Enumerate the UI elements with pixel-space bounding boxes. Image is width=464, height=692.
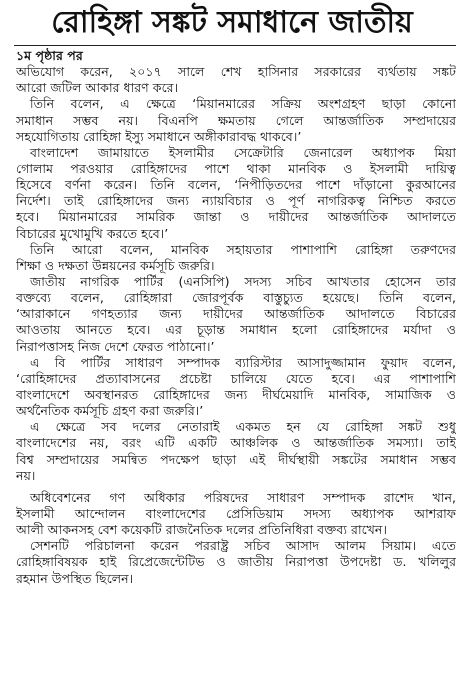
text-line: অধিবেশনের গণ অধিকার পরিষদের সাধারণ সম্পাদক রাশেদ খান, bbox=[30, 489, 456, 505]
text-line: শিক্ষা ও দক্ষতা উন্নয়নের কর্মসূচি জরুরি। bbox=[16, 257, 215, 273]
text-line: বাংলাদেশে অবস্থানরত রোহিঙ্গাদের জন্য দীর্ঘমেয়াদি মানবিক, সামাজিক ও bbox=[16, 386, 456, 402]
text-line: হবে। মিয়ানমারের সামরিক জান্তা ও দায়ীদের আন্তর্জাতিক আদালতে bbox=[16, 209, 456, 225]
text-line: সমাধান সম্ভব নয়। বিএনপি ক্ষমতায় গেলে আন্তর্জাতিক সম্প্রদায়ের bbox=[16, 112, 456, 128]
text-line: তিনি বলেন, এ ক্ষেত্রে ‘মিয়ানমারের সক্রিয় অংশগ্রহণ ছাড়া কোনো bbox=[30, 96, 456, 112]
text-line: রহমান উপস্থিত ছিলেন। bbox=[16, 570, 134, 586]
text-line: সহযোগিতায় রোহিঙ্গা ইস্যু সমাধানে অঙ্গীকারাবদ্ধ থাকবে।’ bbox=[16, 128, 302, 144]
text-line: আরো জটিল আকার ধারণ করে। bbox=[16, 80, 179, 96]
headline-rule bbox=[14, 45, 456, 46]
headline: রোহিঙ্গা সঙ্কট সমাধানে জাতীয় bbox=[51, 5, 413, 40]
continued-label: ১ম পৃষ্ঠার পর bbox=[16, 48, 83, 63]
text-line: নিরাপত্তাসহ নিজ দেশে ফেরত পাঠানো।’ bbox=[16, 338, 215, 354]
text-line: রোহিঙ্গাবিষয়ক হাই রিপ্রেজেন্টেটিভ ও জাতীয় নিরাপত্তা উপদেষ্টা ড. খলিলুর bbox=[16, 554, 456, 570]
article-body bbox=[16, 48, 456, 587]
text-line: ‘রোহিঙ্গাদের প্রত্যাবাসনের প্রচেষ্টা চালিয়ে যেতে হবে। এর পাশাপাশি bbox=[16, 370, 456, 386]
text-line: আওতায় আনতে হবে। এর চূড়ান্ত সমাধান হলো রোহিঙ্গাদের মর্যাদা ও bbox=[16, 322, 456, 338]
text-line: এ বি পার্টির সাধারণ সম্পাদক ব্যারিস্টার আসাদুজ্জামান ফুয়াদ বলেন, bbox=[30, 354, 456, 370]
text-line: এ ক্ষেত্রে সব দলের নেতারাই একমত হন যে রোহিঙ্গা সঙ্কট শুধু bbox=[30, 419, 456, 435]
text-line: অর্থনৈতিক কর্মসূচি গ্রহণ করা জরুরি।’ bbox=[16, 403, 204, 419]
text-line: নির্দেশ। তাই রোহিঙ্গাদের জন্য ন্যায়বিচার ও পূর্ণ নাগরিকত্ব নিশ্চিত করতে bbox=[16, 193, 456, 209]
text-line: সেশনটি পরিচালনা করেন পররাষ্ট্র সচিব আসাদ আলম সিয়াম। এতে bbox=[30, 538, 456, 554]
text-line: বাংলাদেশ জামায়াতে ইসলামীর সেক্রেটারি জেনারেল অধ্যাপক মিয়া bbox=[30, 144, 456, 160]
text-line: হিসেবে বর্ণনা করেন। তিনি বলেন, ‘নিপীড়িতদের পাশে দাঁড়ানো কুরআনের bbox=[16, 177, 456, 193]
text-line: তিনি আরো বলেন, মানবিক সহায়তার পাশাপাশি রোহিঙ্গা তরুণদের bbox=[30, 241, 456, 257]
text-line: আলী আকনসহ বেশ কয়েকটি রাজনৈতিক দলের প্রতিনিধিরা বক্তব্য রাখেন। bbox=[16, 522, 387, 538]
text-line: বক্তব্যে বলেন, রোহিঙ্গারা জোরপূর্বক বাস্তুচ্যুত হয়েছে। তিনি বলেন, bbox=[16, 290, 456, 306]
text-line: বিশ্ব সম্প্রদায়ের সমন্বিত পদক্ষেপ ছাড়া এই দীর্ঘস্থায়ী সঙ্কটের সমাধান সম্ভব bbox=[16, 451, 456, 467]
text-line: জাতীয় নাগরিক পার্টির (এনসিপি) সদস্য সচিব আখতার হোসেন তার bbox=[30, 273, 456, 289]
text-line: অভিযোগ করেন, ২০১৭ সালে শেখ হাসিনার সরকারের ব্যর্থতায় সঙ্কট bbox=[16, 64, 456, 80]
text-line: বিচারের মুখোমুখি করতে হবে।’ bbox=[16, 225, 169, 241]
text-line: বাংলাদেশের নয়, বরং এটি একটি আঞ্চলিক ও আন্তর্জাতিক সমস্যা। তাই bbox=[16, 435, 456, 451]
text-line: গোলাম পরওয়ার রোহিঙ্গাদের পাশে থাকা মানবিক ও ইসলামী দায়িত্ব bbox=[16, 160, 456, 176]
text-line: নয়। bbox=[16, 467, 36, 483]
text-line: ‘আরাকানে গণহত্যার জন্য দায়ীদের আন্তর্জাতিক আদালতে বিচারের bbox=[16, 306, 456, 322]
text-line: ইসলামী আন্দোলন বাংলাদেশের প্রেসিডিয়াম সদস্য অধ্যাপক আশরাফ bbox=[16, 505, 456, 521]
